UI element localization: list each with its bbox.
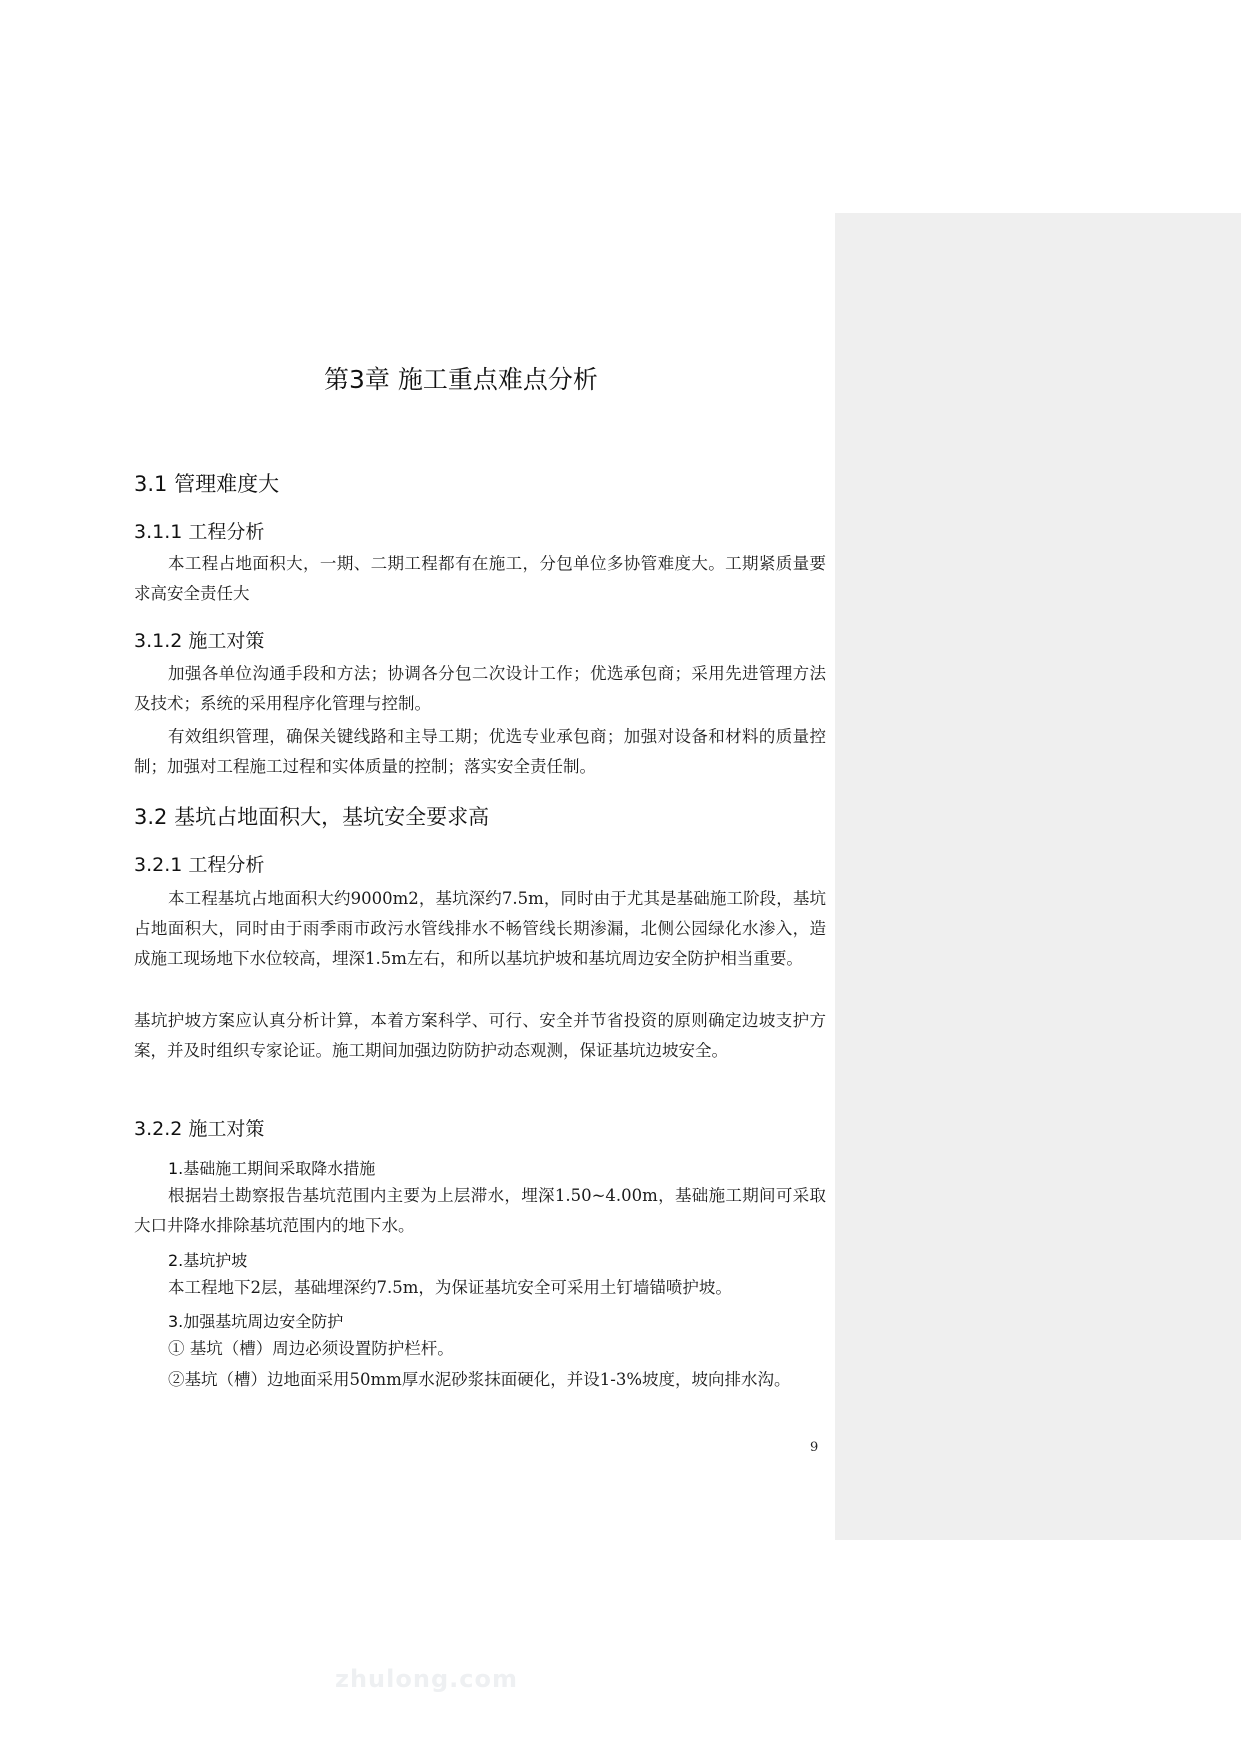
chapter-title: 第3章 施工重点难点分析 (324, 365, 598, 394)
section-heading-3-1: 3.1 管理难度大 (134, 472, 280, 496)
subsection-heading-3-1-2: 3.1.2 施工对策 (134, 630, 265, 652)
paragraph: 本工程地下2层，基础埋深约7.5m，为保证基坑安全可采用土钉墙锚喷护坡。 (168, 1278, 732, 1297)
paragraph: 有效组织管理，确保关键线路和主导工期；优选专业承包商；加强对设备和材料的质量控制；加强对工程施工过程和实体质量的控制；落实安全责任制。 (134, 727, 826, 776)
paragraph: 加强各单位沟通手段和方法；协调各分包二次设计工作；优选承包商；采用先进管理方法及技术；系统的采用程序化管理与控制。 (134, 664, 826, 713)
comment-margin-panel (835, 213, 1241, 1540)
item-heading-2: 2.基坑护坡 (168, 1251, 248, 1270)
item-heading-3: 3.加强基坑周边安全防护 (168, 1312, 344, 1331)
list-item: ① 基坑（槽）周边必须设置防护栏杆。 (168, 1339, 454, 1358)
list-item: ②基坑（槽）边地面采用50mm厚水泥砂浆抹面硬化，并设1-3%坡度，坡向排水沟。 (168, 1370, 791, 1389)
item-heading-1: 1.基础施工期间采取降水措施 (168, 1159, 376, 1178)
subsection-heading-3-1-1: 3.1.1 工程分析 (134, 521, 265, 543)
paragraph: 根据岩土勘察报告基坑范围内主要为上层滞水，埋深1.50~4.00m，基础施工期间可采取大口井降水排除基坑范围内的地下水。 (134, 1186, 826, 1235)
paragraph: 本工程占地面积大，一期、二期工程都有在施工，分包单位多协管难度大。工期紧质量要求高安全责任大 (134, 554, 826, 603)
subsection-heading-3-2-1: 3.2.1 工程分析 (134, 854, 265, 876)
page-number: 9 (810, 1440, 819, 1455)
paragraph: 本工程基坑占地面积大约9000m2，基坑深约7.5m，同时由于尤其是基础施工阶段，基坑占地面积大，同时由于雨季雨市政污水管线排水不畅管线长期渗漏，北侧公园绿化水渗入，造成施工现场地下水位较高，埋深1.5m左右，和所以基坑护坡和基坑周边安全防护相当重要。 (134, 889, 826, 968)
section-heading-3-2: 3.2 基坑占地面积大，基坑安全要求高 (134, 805, 490, 829)
paragraph: 基坑护坡方案应认真分析计算，本着方案科学、可行、安全并节省投资的原则确定边坡支护方案，并及时组织专家论证。施工期间加强边防防护动态观测，保证基坑边坡安全。 (134, 1011, 826, 1060)
watermark-logo: zhulong.com (335, 1665, 518, 1693)
subsection-heading-3-2-2: 3.2.2 施工对策 (134, 1118, 265, 1140)
